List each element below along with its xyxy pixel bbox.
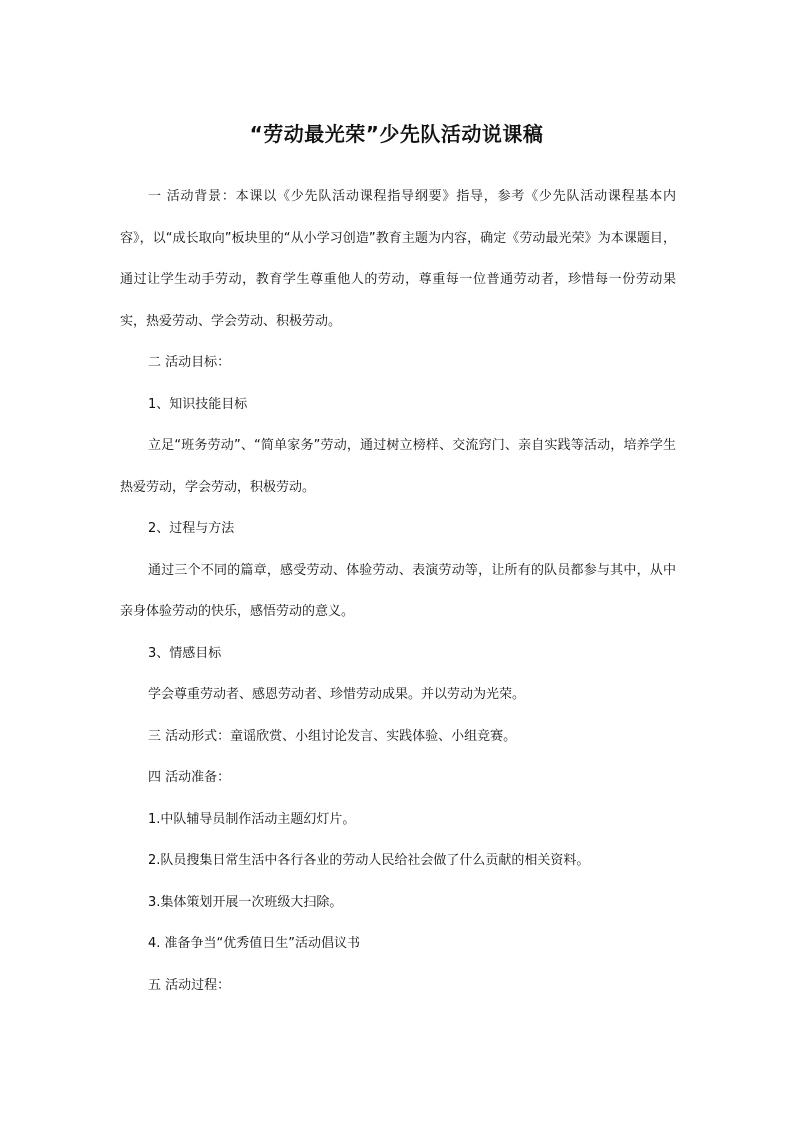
- paragraph-activity-format: 三 活动形式：童谣欣赏、小组讨论发言、实践体验、小组竞赛。: [148, 728, 517, 744]
- paragraph-preparation-1: 1.中队辅导员制作活动主题幻灯片。: [148, 811, 356, 827]
- paragraph-process-method: 通过三个不同的篇章，感受劳动、体验劳动、表演劳动等，让所有的队员都参与其中，从中亲身体验劳动的快乐，感悟劳动的意义。: [120, 562, 676, 619]
- paragraph-preparation-3: 3.集体策划开展一次班级大扫除。: [148, 894, 343, 910]
- paragraph-knowledge-goal-heading: 1、知识技能目标: [148, 396, 248, 412]
- paragraph-process-method-heading: 2、过程与方法: [148, 521, 235, 536]
- paragraph-process-heading: 五 活动过程：: [148, 977, 231, 993]
- paragraph-goals-heading: 二 活动目标：: [148, 355, 231, 370]
- paragraph-preparation-2: 2.队员搜集日常生活中各行各业的劳动人民给社会做了什么贡献的相关资料。: [148, 853, 590, 868]
- paragraph-background: 一 活动背景：本课以《少先队活动课程指导纲要》指导，参考《少先队活动课程基本内容》，以“成长取向”板块里的“从小学习创造”教育主题为内容，确定《劳动最光荣》为本课题目，通过让学生动手劳动，教育学生尊重他人的劳动，尊重每一位普通劳动者，珍惜每一份劳动果实，热爱劳动、学会劳动、积极劳动。: [120, 189, 676, 329]
- paragraph-knowledge-goal: 立足“班务劳动”、“简单家务”劳动，通过树立榜样、交流窍门、亲自实践等活动，培养学生热爱劳动，学会劳动，积极劳动。: [120, 438, 676, 495]
- paragraph-emotion-goal-heading: 3、情感目标: [148, 645, 222, 661]
- paragraph-emotion-goal: 学会尊重劳动者、感恩劳动者、珍惜劳动成果。并以劳动为光荣。: [148, 687, 526, 702]
- paragraph-preparation-heading: 四 活动准备：: [148, 770, 231, 785]
- paragraph-preparation-4: 4. 准备争当“优秀值日生”活动倡议书: [148, 936, 361, 951]
- document-body: [120, 176, 676, 1006]
- document-title: “劳动最光荣”少先队活动说课稿: [249, 122, 544, 146]
